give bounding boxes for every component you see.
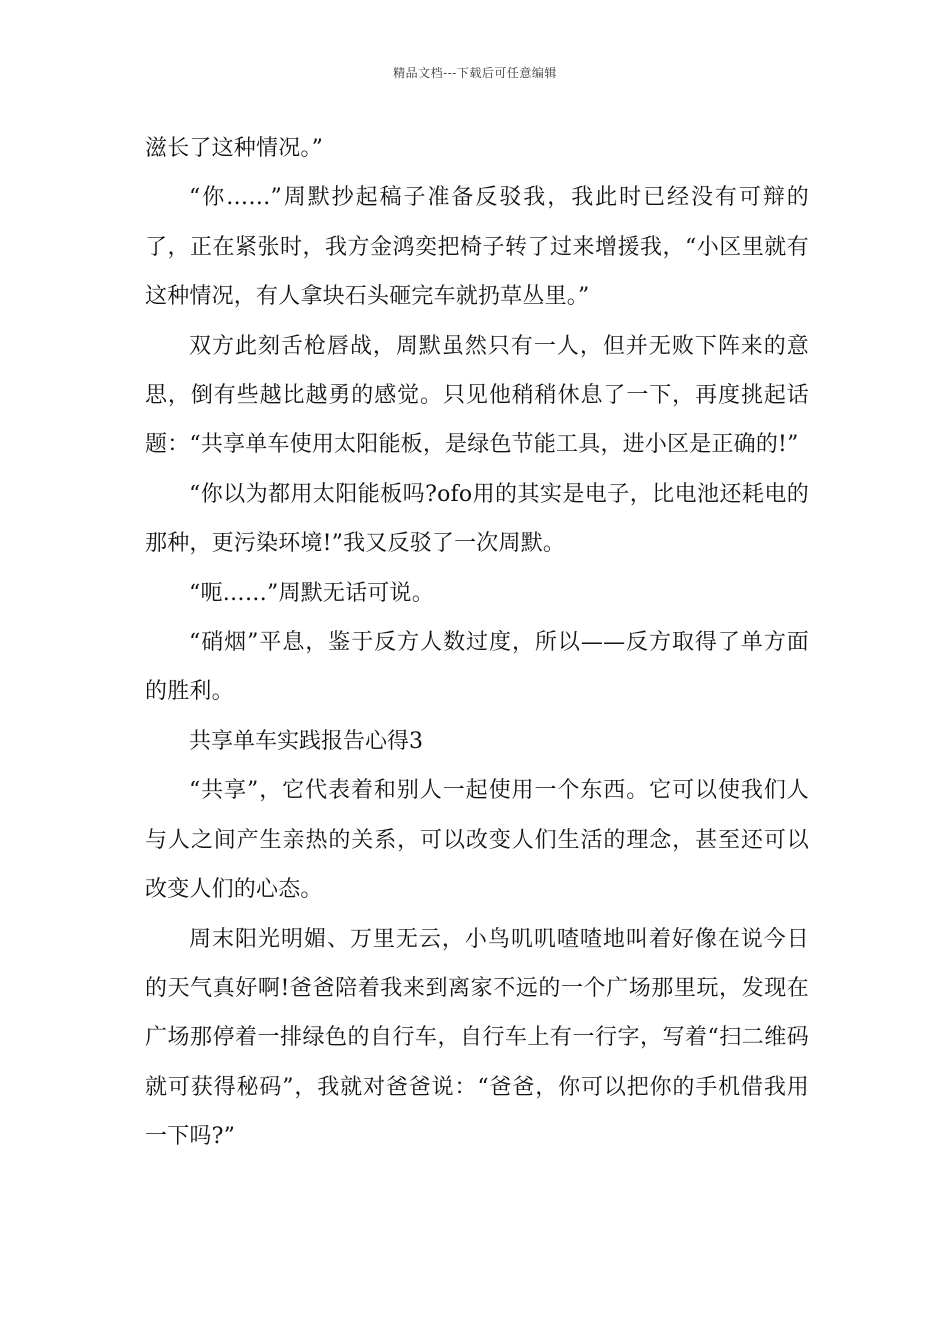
paragraph-3: 双方此刻舌枪唇战，周默虽然只有一人，但并无败下阵来的意思，倒有些越比越勇的感觉。只见他稍稍休息了一下，再度挑起话题：“共享单车使用太阳能板，是绿色节能工具，进小区是正确的!” xyxy=(145,333,809,458)
paragraph-4: “你以为都用太阳能板吗?ofo用的其实是电子，比电池还耗电的那种，更污染环境!”我又反驳了一次周默。 xyxy=(145,481,809,557)
paragraph-1: 滋长了这种情况。” xyxy=(145,136,324,161)
paragraph-7: “共享”，它代表着和别人一起使用一个东西。它可以使我们人与人之间产生亲热的关系，可以改变人们生活的理念，甚至还可以改变人们的心态。 xyxy=(145,778,809,903)
paragraph-2: “你……”周默抄起稿子准备反驳我，我此时已经没有可辩的了，正在紧张时，我方金鸿奕把椅子转了过来增援我，“小区里就有这种情况，有人拿块石头砸完车就扔草丛里。” xyxy=(145,185,809,310)
document-body xyxy=(145,124,809,1162)
section-title: 共享单车实践报告心得3 xyxy=(189,728,423,754)
paragraph-8: 周末阳光明媚、万里无云，小鸟叽叽喳喳地叫着好像在说今日的天气真好啊!爸爸陪着我来到离家不远的一个广场那里玩，发现在广场那停着一排绿色的自行车，自行车上有一行字，写着“扫二维码就可获得秘码”，我就对爸爸说：“爸爸，你可以把你的手机借我用一下吗?” xyxy=(145,926,809,1150)
paragraph-5: “呃……”周默无话可说。 xyxy=(189,580,434,606)
page-header: 精品文档---下载后可任意编辑 xyxy=(393,66,557,80)
paragraph-6: “硝烟”平息，鉴于反方人数过度，所以——反方取得了单方面的胜利。 xyxy=(145,630,809,705)
